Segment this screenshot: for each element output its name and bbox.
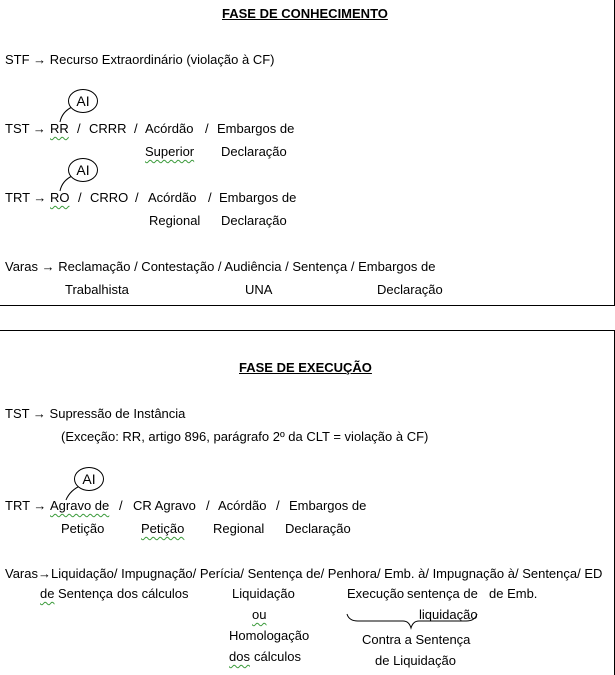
- exec-trt-sep1: /: [119, 498, 123, 513]
- exec-trt-declaracao: Declaração: [285, 521, 351, 536]
- exec-varas-homologacao: Homologação: [229, 628, 310, 643]
- varas-declaracao: Declaração: [377, 282, 443, 297]
- exec-trt-sep3: /: [276, 498, 280, 513]
- exec-varas-line: Varas→Liquidação/ Impugnação/ Perícia/ Sentença de/ Penhora/ Emb. à/ Impugnação à/ Sentença/ ED: [5, 566, 603, 581]
- trt-embargos: Embargos de: [219, 190, 297, 205]
- tst-acordao: Acórdão: [145, 121, 194, 136]
- tst-label: TST →: [5, 121, 46, 136]
- trt-declaracao: Declaração: [221, 213, 287, 228]
- exec-trt-embargos: Embargos de: [289, 498, 367, 513]
- varas-una: UNA: [245, 282, 273, 297]
- exec-tst-line1: TST → Supressão de Instância: [5, 406, 186, 421]
- ai-connector-trt: [60, 176, 72, 191]
- exec-trt-cr-agravo: CR Agravo: [133, 498, 196, 513]
- exec-varas-sentenca: Sentença: [58, 586, 113, 601]
- exec-trt-peticao1: Petição: [61, 521, 105, 536]
- tst-sep2: /: [134, 121, 138, 136]
- exec-varas-dos-calculos: dos cálculos: [117, 586, 189, 601]
- stf-line: STF → Recurso Extraordinário (violação à CF): [5, 52, 275, 67]
- ai-bubble-trt: AI: [68, 158, 98, 182]
- exec-trt-acordao: Acórdão: [218, 498, 267, 513]
- trt-ro: RO: [50, 190, 70, 205]
- tst-rr: RR: [50, 121, 69, 136]
- trt-regional: Regional: [149, 213, 201, 228]
- exec-varas-calculos: cálculos: [254, 649, 301, 664]
- varas-line: Varas → Reclamação / Contestação / Audiência / Sentença / Embargos de: [5, 259, 436, 274]
- exec-varas-ou: ou: [252, 607, 267, 622]
- tst-declaracao: Declaração: [221, 144, 287, 159]
- trt-acordao: Acórdão: [148, 190, 197, 205]
- exec-tst-line2: (Exceção: RR, artigo 896, parágrafo 2º da CLT = violação à CF): [61, 429, 429, 444]
- exec-varas-de: de: [40, 586, 55, 601]
- ai-bubble-exec: AI: [74, 467, 104, 491]
- exec-varas-execucao: Execução: [347, 586, 405, 601]
- tst-sep3: /: [205, 121, 209, 136]
- exec-varas-de-liquidacao: de Liquidação: [375, 653, 456, 668]
- exec-varas-dos: dos: [229, 649, 250, 664]
- exec-trt-sep2: /: [206, 498, 210, 513]
- ai-connector-tst: [60, 107, 72, 122]
- exec-trt-regional: Regional: [213, 521, 265, 536]
- tst-superior: Superior: [145, 144, 195, 159]
- tst-embargos: Embargos de: [217, 121, 295, 136]
- trt-sep1: /: [78, 190, 82, 205]
- varas-trabalhista: Trabalhista: [65, 282, 129, 297]
- execucao-title: FASE DE EXECUÇÃO: [239, 360, 372, 375]
- conhecimento-title: FASE DE CONHECIMENTO: [222, 6, 388, 21]
- exec-varas-liquidacao: Liquidação: [232, 586, 295, 601]
- ai-bubble-tst: AI: [68, 89, 98, 113]
- exec-varas-sentenca-de: sentença de: [407, 586, 478, 601]
- exec-trt-label: TRT →: [5, 498, 47, 513]
- exec-varas-contra: Contra a Sentença: [362, 632, 471, 647]
- tst-sep1: /: [77, 121, 81, 136]
- trt-crro: CRRO: [90, 190, 129, 205]
- trt-label: TRT →: [5, 190, 47, 205]
- trt-sep2: /: [135, 190, 139, 205]
- exec-varas-de-emb: de Emb.: [489, 586, 538, 601]
- tst-crrr: CRRR: [89, 121, 127, 136]
- trt-sep3: /: [208, 190, 212, 205]
- exec-trt-agravo: Agravo de: [50, 498, 110, 513]
- exec-varas-liquidacao2: liquidação: [419, 607, 478, 622]
- exec-trt-peticao2: Petição: [141, 521, 185, 536]
